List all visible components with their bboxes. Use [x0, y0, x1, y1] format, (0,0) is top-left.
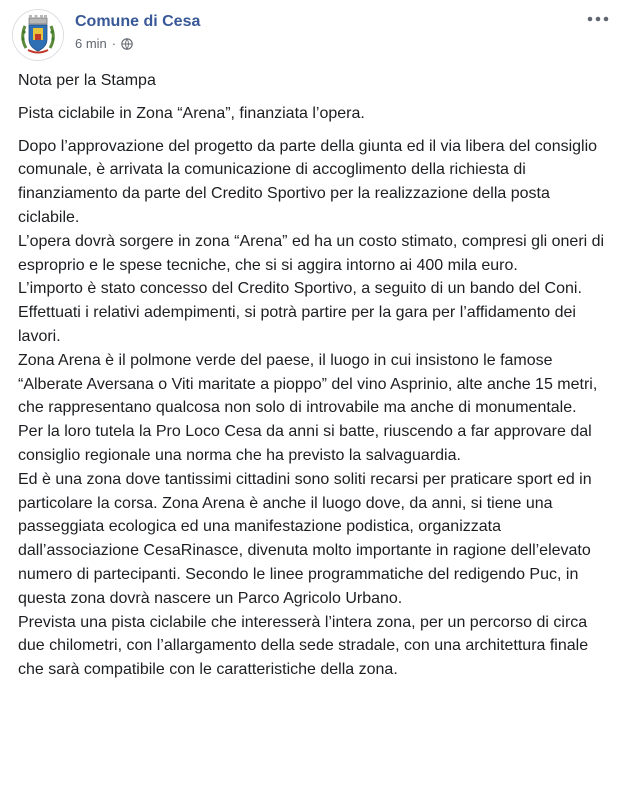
more-options-icon — [587, 16, 609, 22]
body-line: Zona Arena è il polmone verde del paese, il luogo in cui insistono le famose “Alberate Aversana o Viti maritate a pioppo” del vino Asprinio, alte anche 15 metri, che rappresentano qualcosa non solo di introvabile ma anche di monumentale. — [18, 351, 598, 417]
body-line: Ed è una zona dove tantissimi cittadini sono soliti recarsi per praticare sport ed in particolare la corsa. Zona Arena è anche il luogo dove, da anni, si tiene una passeggiata ecologica ed una manifestazione podistica, organizzata dall’associazione CesaRinasce, divenuta molto importante in ragione dell’elevato numero di partecipanti. Secondo le linee programmatiche del redigendo Puc, in questa zona dovrà nascere un Parco Agricolo Urbano. — [18, 470, 592, 607]
page-name-link[interactable]: Comune di Cesa — [75, 13, 201, 30]
post-heading: Nota per la Stampa — [18, 72, 156, 89]
separator-dot: · — [111, 36, 117, 51]
body-line: L’importo è stato concesso del Credito Sportivo, a seguito di un bando del Coni. — [18, 280, 582, 298]
post-content — [18, 69, 610, 682]
municipal-crest-icon — [13, 10, 63, 60]
body-line: Effettuati i relativi adempimenti, si potrà partire per la gara per l’affidamento dei lavori. — [18, 304, 576, 345]
more-options-button[interactable] — [584, 9, 612, 29]
body-line: Dopo l’approvazione del progetto da parte della giunta ed il via libera del consiglio comunale, è arrivata la comunicazione di accoglimento della richiesta di finanziamento da parte del Credito Sportivo per la realizzazione della posta ciclabile. — [18, 137, 598, 226]
post-subline — [75, 36, 200, 52]
body-line: L’opera dovrà sorgere in zona “Arena” ed ha un costo stimato, compresi gli oneri di esproprio e le spese tecniche, che si si aggira intorno ai 400 mila euro. — [18, 232, 605, 274]
post-timestamp[interactable]: 6 min — [75, 36, 107, 51]
post-header — [12, 9, 612, 61]
post-meta — [75, 12, 200, 52]
globe-icon[interactable] — [121, 38, 133, 50]
post-subheading: Pista ciclabile in Zona “Arena”, finanziata l’opera. — [18, 104, 365, 122]
body-line: Prevista una pista ciclabile che interesserà l’intera zona, per un percorso di circa due chilometri, con l’allargamento della sede stradale, con una architettura finale che sarà compatibile con le caratteristiche della zona. — [18, 613, 589, 679]
page-avatar[interactable] — [12, 9, 64, 61]
body-line: Per la loro tutela la Pro Loco Cesa da anni si batte, riuscendo a far approvare dal consiglio regionale una norma che ha previsto la salvaguardia. — [18, 423, 592, 464]
post-body-paragraph — [18, 135, 610, 682]
